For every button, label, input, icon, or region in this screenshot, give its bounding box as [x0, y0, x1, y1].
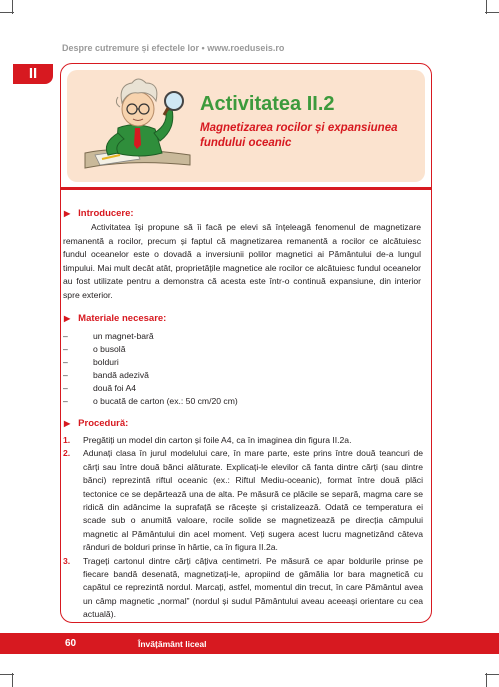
step-number: 2. [63, 448, 71, 459]
footer-label: Învățământ liceal [138, 639, 207, 649]
list-item [63, 343, 238, 356]
list-dash: – [63, 344, 68, 354]
scientist-with-magnifier-illustration [80, 73, 195, 178]
materials-heading-label: Materiale necesare: [78, 313, 167, 324]
intro-heading [64, 208, 134, 219]
running-header: Despre cutremure și efectele lor • www.roeduseis.ro [62, 43, 285, 53]
material-label: un magnet-bară [93, 331, 154, 341]
list-dash: – [63, 370, 68, 380]
list-dash: – [63, 396, 68, 406]
page-number: 60 [65, 638, 77, 649]
triangle-bullet-icon: ▶ [64, 314, 71, 323]
title-divider [60, 187, 432, 190]
material-label: o bucată de carton (ex.: 50 cm/20 cm) [93, 396, 238, 406]
step-text: Trageți cartonul dintre cărți câțiva centimetri. Pe măsură ce apar boldurile prinse pe fiecare bandă desenată, magnetizați-le, apropiind de gămălia lor bara magnetică cu capătul ce reprezintă nordul. Marcați, astfel, momentul din trecut, în care Pământul avea un câmp magnetic „normal” (nordul și sudul Pământului aveau aceeași orientare cu cea actuală). [83, 555, 423, 620]
step-text: Pregătiți un model din carton și foile A4, ca în imaginea din figura II.2a. [83, 435, 352, 445]
list-item [63, 356, 238, 369]
triangle-bullet-icon: ▶ [64, 209, 71, 218]
activity-title: Activitatea II.2 [200, 93, 335, 115]
crop-mark [12, 673, 13, 687]
triangle-bullet-icon: ▶ [64, 419, 71, 428]
crop-mark [485, 674, 499, 675]
procedure-step [63, 434, 423, 447]
material-label: bolduri [93, 357, 119, 367]
list-item [63, 382, 238, 395]
list-dash: – [63, 383, 68, 393]
crop-mark [486, 673, 487, 687]
materials-heading [64, 313, 166, 324]
procedure-heading-label: Procedură: [78, 418, 129, 429]
step-text: Adunați clasa în jurul modelului care, în mare parte, este prins între două teancuri de cărți sau între două bănci alăturate. Explicați-le elevilor că fanta dintre cărți (sau dintre bănci) reprezintă riftul oceanic (ex.: Riftul Mediu-oceanic), format între două plăci tectonice ce se depărtează una de alta. Pe măsură ce plăcile se separă, magma care se ridică din adâncime la suprafață se răcește și cristalizează. Odată ce temperatura ei scade sub o anumită valoare, rocile solide se magnetizează pe direcția câmpului magnetic al Pământului din acel moment. Veți sugera acest lucru magnetizând câteva rânduri de bolduri prinse în hârtie, ca în figura II.2a. [83, 448, 423, 553]
procedure-list [63, 434, 423, 622]
crop-mark [485, 12, 499, 13]
material-label: o busolă [93, 344, 126, 354]
list-item [63, 330, 238, 343]
intro-heading-label: Introducere: [78, 208, 134, 219]
step-number: 3. [63, 555, 71, 566]
list-item [63, 369, 238, 382]
material-label: două foi A4 [93, 383, 137, 393]
materials-list [63, 330, 238, 408]
activity-subtitle: Magnetizarea rocilor și expansiunea fundului oceanic [200, 122, 398, 149]
intro-paragraph: Activitatea își propune să îi facă pe elevi să înțeleagă fenomenul de magnetizare remanentă a rocilor, precum și faptul că magnetizarea remanentă a rocilor ce alcătuiesc fundul oceanelor este o dovadă a inversiunii polilor magnetici ai Pământului de-a lungul timpului. Mai mult decât atât, proprietățile magnetice ale rocilor ce alcătuiesc fundul oceanelor au fost utilizate pentru a demonstra că acesta este într-o continuă expansiune, din interior spre exterior. [63, 222, 421, 300]
list-dash: – [63, 331, 68, 341]
procedure-step [63, 555, 423, 622]
list-dash: – [63, 357, 68, 367]
chapter-tab: II [13, 64, 53, 84]
list-item [63, 395, 238, 408]
material-label: bandă adezivă [93, 370, 149, 380]
crop-mark [12, 0, 13, 14]
procedure-heading [64, 418, 128, 429]
step-number: 1. [63, 435, 71, 445]
procedure-step [63, 447, 423, 554]
crop-mark [486, 0, 487, 14]
